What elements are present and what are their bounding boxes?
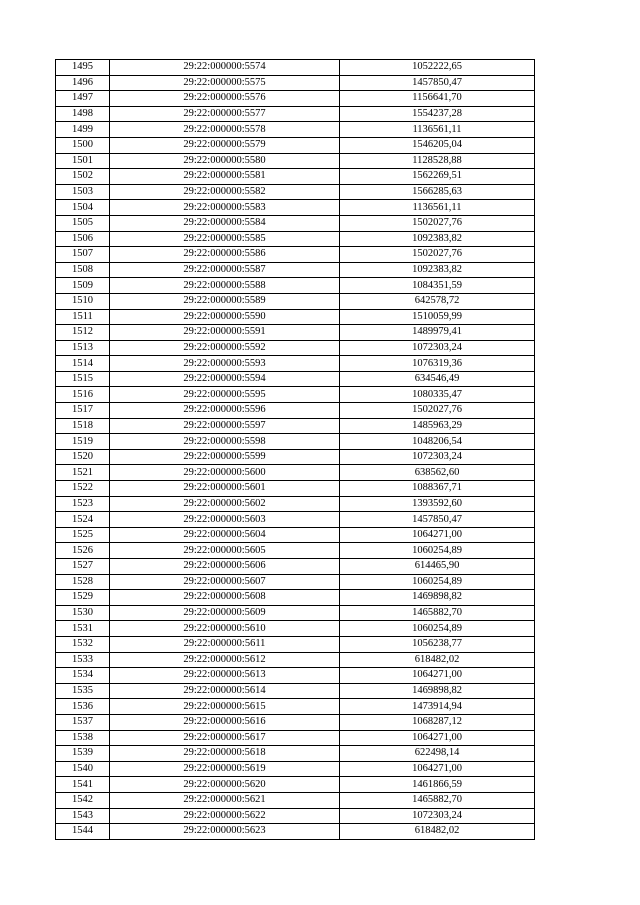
cadastral-number-cell: 29:22:000000:5621 <box>110 792 340 808</box>
cadastral-value-cell: 1092383,82 <box>340 262 535 278</box>
cadastral-number-cell: 29:22:000000:5604 <box>110 527 340 543</box>
cadastral-value-cell: 1128528,88 <box>340 153 535 169</box>
cadastral-value-cell: 1092383,82 <box>340 231 535 247</box>
table-row <box>56 699 535 715</box>
cadastral-number-cell: 29:22:000000:5606 <box>110 559 340 575</box>
cadastral-number-cell: 29:22:000000:5580 <box>110 153 340 169</box>
table-row <box>56 153 535 169</box>
row-number-cell: 1503 <box>56 184 110 200</box>
row-number-cell: 1495 <box>56 60 110 76</box>
cadastral-number-cell: 29:22:000000:5609 <box>110 605 340 621</box>
table-row <box>56 278 535 294</box>
row-number-cell: 1525 <box>56 527 110 543</box>
row-number-cell: 1507 <box>56 247 110 263</box>
row-number-cell: 1516 <box>56 387 110 403</box>
cadastral-number-cell: 29:22:000000:5612 <box>110 652 340 668</box>
row-number-cell: 1539 <box>56 746 110 762</box>
row-number-cell: 1536 <box>56 699 110 715</box>
cadastral-number-cell: 29:22:000000:5607 <box>110 574 340 590</box>
cadastral-value-cell: 634546,49 <box>340 371 535 387</box>
cadastral-number-cell: 29:22:000000:5595 <box>110 387 340 403</box>
cadastral-value-cell: 1072303,24 <box>340 808 535 824</box>
row-number-cell: 1520 <box>56 449 110 465</box>
cadastral-number-cell: 29:22:000000:5586 <box>110 247 340 263</box>
row-number-cell: 1531 <box>56 621 110 637</box>
row-number-cell: 1496 <box>56 75 110 91</box>
table-row <box>56 730 535 746</box>
cadastral-value-cell: 1080335,47 <box>340 387 535 403</box>
cadastral-value-cell: 1076319,36 <box>340 356 535 372</box>
table-row <box>56 636 535 652</box>
row-number-cell: 1523 <box>56 496 110 512</box>
cadastral-value-cell: 618482,02 <box>340 824 535 840</box>
cadastral-value-cell: 1064271,00 <box>340 730 535 746</box>
cadastral-value-cell: 1064271,00 <box>340 527 535 543</box>
table-row <box>56 122 535 138</box>
row-number-cell: 1517 <box>56 403 110 419</box>
cadastral-number-cell: 29:22:000000:5596 <box>110 403 340 419</box>
cadastral-number-cell: 29:22:000000:5622 <box>110 808 340 824</box>
cadastral-value-cell: 1554237,28 <box>340 106 535 122</box>
table-row <box>56 465 535 481</box>
cadastral-value-cell: 614465,90 <box>340 559 535 575</box>
row-number-cell: 1510 <box>56 293 110 309</box>
table-row <box>56 184 535 200</box>
row-number-cell: 1501 <box>56 153 110 169</box>
cadastral-value-cell: 1465882,70 <box>340 605 535 621</box>
cadastral-value-cell: 1060254,89 <box>340 543 535 559</box>
cadastral-number-cell: 29:22:000000:5620 <box>110 777 340 793</box>
cadastral-number-cell: 29:22:000000:5579 <box>110 137 340 153</box>
cadastral-value-cell: 1469898,82 <box>340 590 535 606</box>
table-row <box>56 621 535 637</box>
cadastral-number-cell: 29:22:000000:5623 <box>110 824 340 840</box>
cadastral-number-cell: 29:22:000000:5578 <box>110 122 340 138</box>
table-row <box>56 496 535 512</box>
cadastral-value-table <box>55 59 535 840</box>
table-row <box>56 824 535 840</box>
cadastral-value-cell: 1088367,71 <box>340 481 535 497</box>
cadastral-number-cell: 29:22:000000:5577 <box>110 106 340 122</box>
cadastral-number-cell: 29:22:000000:5575 <box>110 75 340 91</box>
cadastral-number-cell: 29:22:000000:5616 <box>110 714 340 730</box>
row-number-cell: 1505 <box>56 215 110 231</box>
cadastral-value-cell: 1064271,00 <box>340 761 535 777</box>
cadastral-number-cell: 29:22:000000:5613 <box>110 668 340 684</box>
cadastral-value-cell: 1562269,51 <box>340 169 535 185</box>
table-row <box>56 683 535 699</box>
cadastral-number-cell: 29:22:000000:5619 <box>110 761 340 777</box>
cadastral-number-cell: 29:22:000000:5597 <box>110 418 340 434</box>
row-number-cell: 1532 <box>56 636 110 652</box>
cadastral-value-cell: 1084351,59 <box>340 278 535 294</box>
table-row <box>56 293 535 309</box>
cadastral-value-cell: 1064271,00 <box>340 668 535 684</box>
cadastral-value-cell: 1068287,12 <box>340 714 535 730</box>
table-row <box>56 325 535 341</box>
table-row <box>56 481 535 497</box>
cadastral-value-cell: 1502027,76 <box>340 403 535 419</box>
row-number-cell: 1543 <box>56 808 110 824</box>
cadastral-number-cell: 29:22:000000:5593 <box>110 356 340 372</box>
row-number-cell: 1500 <box>56 137 110 153</box>
row-number-cell: 1508 <box>56 262 110 278</box>
cadastral-value-cell: 1502027,76 <box>340 215 535 231</box>
cadastral-value-cell: 1502027,76 <box>340 247 535 263</box>
row-number-cell: 1528 <box>56 574 110 590</box>
table-row <box>56 247 535 263</box>
row-number-cell: 1513 <box>56 340 110 356</box>
table-row <box>56 590 535 606</box>
cadastral-number-cell: 29:22:000000:5587 <box>110 262 340 278</box>
table-row <box>56 403 535 419</box>
cadastral-number-cell: 29:22:000000:5585 <box>110 231 340 247</box>
cadastral-value-cell: 1060254,89 <box>340 574 535 590</box>
row-number-cell: 1542 <box>56 792 110 808</box>
row-number-cell: 1498 <box>56 106 110 122</box>
row-number-cell: 1535 <box>56 683 110 699</box>
row-number-cell: 1509 <box>56 278 110 294</box>
cadastral-value-cell: 1465882,70 <box>340 792 535 808</box>
row-number-cell: 1506 <box>56 231 110 247</box>
cadastral-number-cell: 29:22:000000:5591 <box>110 325 340 341</box>
cadastral-number-cell: 29:22:000000:5599 <box>110 449 340 465</box>
row-number-cell: 1530 <box>56 605 110 621</box>
row-number-cell: 1518 <box>56 418 110 434</box>
cadastral-value-cell: 1461866,59 <box>340 777 535 793</box>
cadastral-value-cell: 622498,14 <box>340 746 535 762</box>
table-row <box>56 434 535 450</box>
table-row <box>56 605 535 621</box>
cadastral-number-cell: 29:22:000000:5608 <box>110 590 340 606</box>
cadastral-number-cell: 29:22:000000:5582 <box>110 184 340 200</box>
table-row <box>56 543 535 559</box>
cadastral-number-cell: 29:22:000000:5603 <box>110 512 340 528</box>
cadastral-value-cell: 1485963,29 <box>340 418 535 434</box>
table-row <box>56 777 535 793</box>
cadastral-value-cell: 1156641,70 <box>340 91 535 107</box>
table-row <box>56 746 535 762</box>
cadastral-number-cell: 29:22:000000:5615 <box>110 699 340 715</box>
cadastral-number-cell: 29:22:000000:5574 <box>110 60 340 76</box>
table-row <box>56 371 535 387</box>
row-number-cell: 1515 <box>56 371 110 387</box>
cadastral-value-cell: 1469898,82 <box>340 683 535 699</box>
cadastral-number-cell: 29:22:000000:5583 <box>110 200 340 216</box>
cadastral-number-cell: 29:22:000000:5598 <box>110 434 340 450</box>
cadastral-value-cell: 618482,02 <box>340 652 535 668</box>
cadastral-value-cell: 1072303,24 <box>340 449 535 465</box>
cadastral-value-cell: 1510059,99 <box>340 309 535 325</box>
cadastral-number-cell: 29:22:000000:5588 <box>110 278 340 294</box>
row-number-cell: 1540 <box>56 761 110 777</box>
cadastral-value-cell: 1060254,89 <box>340 621 535 637</box>
table-row <box>56 215 535 231</box>
row-number-cell: 1541 <box>56 777 110 793</box>
table-row <box>56 91 535 107</box>
table-row <box>56 559 535 575</box>
table-row <box>56 387 535 403</box>
cadastral-number-cell: 29:22:000000:5611 <box>110 636 340 652</box>
row-number-cell: 1529 <box>56 590 110 606</box>
row-number-cell: 1499 <box>56 122 110 138</box>
row-number-cell: 1524 <box>56 512 110 528</box>
cadastral-number-cell: 29:22:000000:5610 <box>110 621 340 637</box>
cadastral-value-cell: 642578,72 <box>340 293 535 309</box>
cadastral-number-cell: 29:22:000000:5602 <box>110 496 340 512</box>
cadastral-value-cell: 1136561,11 <box>340 200 535 216</box>
cadastral-number-cell: 29:22:000000:5581 <box>110 169 340 185</box>
row-number-cell: 1497 <box>56 91 110 107</box>
table-row <box>56 512 535 528</box>
row-number-cell: 1502 <box>56 169 110 185</box>
row-number-cell: 1526 <box>56 543 110 559</box>
table-row <box>56 668 535 684</box>
cadastral-number-cell: 29:22:000000:5601 <box>110 481 340 497</box>
cadastral-value-cell: 1393592,60 <box>340 496 535 512</box>
row-number-cell: 1519 <box>56 434 110 450</box>
table-row <box>56 792 535 808</box>
cadastral-value-cell: 1052222,65 <box>340 60 535 76</box>
table-body <box>56 60 535 840</box>
table-row <box>56 418 535 434</box>
cadastral-number-cell: 29:22:000000:5617 <box>110 730 340 746</box>
table-row <box>56 340 535 356</box>
row-number-cell: 1504 <box>56 200 110 216</box>
table-row <box>56 309 535 325</box>
cadastral-value-cell: 1546205,04 <box>340 137 535 153</box>
cadastral-value-cell: 638562,60 <box>340 465 535 481</box>
cadastral-value-cell: 1566285,63 <box>340 184 535 200</box>
cadastral-number-cell: 29:22:000000:5618 <box>110 746 340 762</box>
cadastral-number-cell: 29:22:000000:5605 <box>110 543 340 559</box>
cadastral-number-cell: 29:22:000000:5584 <box>110 215 340 231</box>
table-row <box>56 137 535 153</box>
table-row <box>56 449 535 465</box>
cadastral-number-cell: 29:22:000000:5594 <box>110 371 340 387</box>
row-number-cell: 1544 <box>56 824 110 840</box>
table-row <box>56 714 535 730</box>
table-row <box>56 356 535 372</box>
table-row <box>56 106 535 122</box>
cadastral-value-cell: 1048206,54 <box>340 434 535 450</box>
table-row <box>56 652 535 668</box>
table-row <box>56 231 535 247</box>
row-number-cell: 1521 <box>56 465 110 481</box>
row-number-cell: 1533 <box>56 652 110 668</box>
row-number-cell: 1534 <box>56 668 110 684</box>
cadastral-value-cell: 1072303,24 <box>340 340 535 356</box>
row-number-cell: 1538 <box>56 730 110 746</box>
cadastral-value-cell: 1489979,41 <box>340 325 535 341</box>
table-row <box>56 200 535 216</box>
row-number-cell: 1511 <box>56 309 110 325</box>
cadastral-value-cell: 1457850,47 <box>340 512 535 528</box>
table-row <box>56 808 535 824</box>
cadastral-number-cell: 29:22:000000:5592 <box>110 340 340 356</box>
cadastral-number-cell: 29:22:000000:5589 <box>110 293 340 309</box>
cadastral-value-cell: 1056238,77 <box>340 636 535 652</box>
cadastral-value-cell: 1473914,94 <box>340 699 535 715</box>
row-number-cell: 1522 <box>56 481 110 497</box>
table-row <box>56 262 535 278</box>
cadastral-value-cell: 1457850,47 <box>340 75 535 91</box>
cadastral-value-cell: 1136561,11 <box>340 122 535 138</box>
row-number-cell: 1512 <box>56 325 110 341</box>
row-number-cell: 1527 <box>56 559 110 575</box>
table-row <box>56 761 535 777</box>
table-row <box>56 60 535 76</box>
table-row <box>56 574 535 590</box>
table-row <box>56 527 535 543</box>
row-number-cell: 1537 <box>56 714 110 730</box>
cadastral-number-cell: 29:22:000000:5614 <box>110 683 340 699</box>
cadastral-number-cell: 29:22:000000:5576 <box>110 91 340 107</box>
table-row <box>56 75 535 91</box>
cadastral-number-cell: 29:22:000000:5590 <box>110 309 340 325</box>
cadastral-number-cell: 29:22:000000:5600 <box>110 465 340 481</box>
table-row <box>56 169 535 185</box>
row-number-cell: 1514 <box>56 356 110 372</box>
